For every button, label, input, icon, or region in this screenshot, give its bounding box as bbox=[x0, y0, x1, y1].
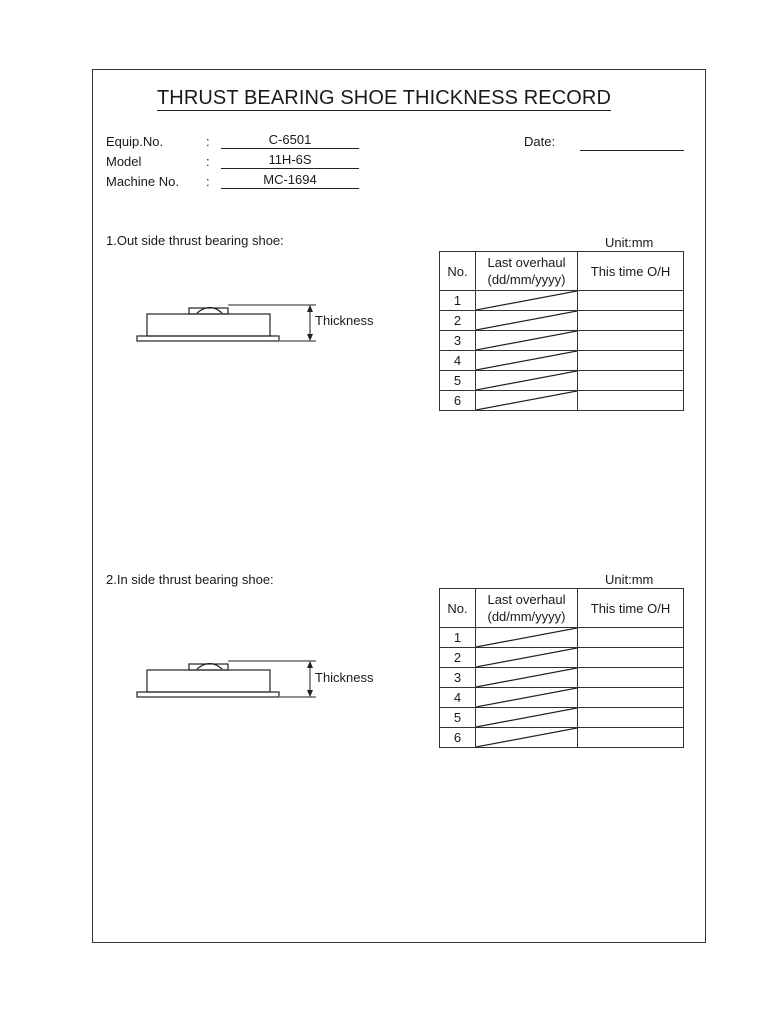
table-row bbox=[440, 391, 684, 411]
row-number: 1 bbox=[440, 291, 476, 311]
model-colon: : bbox=[206, 154, 210, 169]
last-overhaul-cell bbox=[476, 351, 578, 371]
section1-thickness-label: Thickness bbox=[315, 313, 374, 328]
section2-unit: Unit:mm bbox=[605, 572, 654, 587]
section1-title: 1.Out side thrust bearing shoe: bbox=[106, 233, 284, 248]
table-row bbox=[440, 668, 684, 688]
model-value[interactable]: 11H-6S bbox=[221, 152, 359, 169]
this-time-cell[interactable] bbox=[578, 291, 684, 311]
this-time-cell[interactable] bbox=[578, 371, 684, 391]
equip-no-colon: : bbox=[206, 134, 210, 149]
section1-table bbox=[439, 251, 684, 411]
record-frame bbox=[92, 69, 706, 943]
table-row bbox=[440, 311, 684, 331]
this-time-cell[interactable] bbox=[578, 708, 684, 728]
model-label: Model bbox=[106, 154, 142, 169]
table-row bbox=[440, 648, 684, 668]
last-overhaul-cell bbox=[476, 668, 578, 688]
last-overhaul-cell bbox=[476, 728, 578, 748]
row-number: 5 bbox=[440, 371, 476, 391]
equip-no-label: Equip.No. bbox=[106, 134, 164, 149]
last-overhaul-cell bbox=[476, 311, 578, 331]
row-number: 4 bbox=[440, 351, 476, 371]
row-number: 3 bbox=[440, 331, 476, 351]
this-time-cell[interactable] bbox=[578, 628, 684, 648]
table-row bbox=[440, 628, 684, 648]
col-this-time-header: This time O/H bbox=[578, 252, 684, 291]
last-overhaul-cell bbox=[476, 648, 578, 668]
this-time-cell[interactable] bbox=[578, 331, 684, 351]
this-time-cell[interactable] bbox=[578, 391, 684, 411]
table-header-row bbox=[440, 252, 684, 291]
last-overhaul-cell bbox=[476, 688, 578, 708]
section2-table bbox=[439, 588, 684, 748]
col-last-overhaul-header bbox=[476, 589, 578, 628]
table-row bbox=[440, 708, 684, 728]
row-number: 2 bbox=[440, 311, 476, 331]
last-overhaul-cell bbox=[476, 291, 578, 311]
col-no-header: No. bbox=[440, 252, 476, 291]
date-label: Date: bbox=[524, 134, 556, 149]
col-this-time-header: This time O/H bbox=[578, 589, 684, 628]
last-overhaul-cell bbox=[476, 331, 578, 351]
last-overhaul-cell bbox=[476, 628, 578, 648]
table-row bbox=[440, 351, 684, 371]
this-time-cell[interactable] bbox=[578, 311, 684, 331]
machine-no-value[interactable]: MC-1694 bbox=[221, 172, 359, 189]
table-row bbox=[440, 291, 684, 311]
row-number: 5 bbox=[440, 708, 476, 728]
row-number: 2 bbox=[440, 648, 476, 668]
last-overhaul-cell bbox=[476, 708, 578, 728]
col-last-overhaul-format: (dd/mm/yyyy) bbox=[487, 272, 566, 287]
page-title: THRUST BEARING SHOE THICKNESS RECORD bbox=[156, 87, 612, 109]
this-time-cell[interactable] bbox=[578, 648, 684, 668]
table-row bbox=[440, 331, 684, 351]
section2-title: 2.In side thrust bearing shoe: bbox=[106, 572, 274, 587]
col-last-overhaul-header bbox=[476, 252, 578, 291]
date-field[interactable] bbox=[580, 150, 684, 151]
table-row bbox=[440, 688, 684, 708]
row-number: 6 bbox=[440, 728, 476, 748]
this-time-cell[interactable] bbox=[578, 351, 684, 371]
row-number: 4 bbox=[440, 688, 476, 708]
table-header-row bbox=[440, 589, 684, 628]
last-overhaul-cell bbox=[476, 391, 578, 411]
this-time-cell[interactable] bbox=[578, 728, 684, 748]
table-row bbox=[440, 371, 684, 391]
equip-no-value[interactable]: C-6501 bbox=[221, 132, 359, 149]
row-number: 3 bbox=[440, 668, 476, 688]
col-no-header: No. bbox=[440, 589, 476, 628]
section1-unit: Unit:mm bbox=[605, 235, 654, 250]
col-last-overhaul-label: Last overhaul bbox=[487, 592, 566, 607]
table-row bbox=[440, 728, 684, 748]
col-last-overhaul-format: (dd/mm/yyyy) bbox=[487, 609, 566, 624]
machine-no-label: Machine No. bbox=[106, 174, 179, 189]
this-time-cell[interactable] bbox=[578, 688, 684, 708]
last-overhaul-cell bbox=[476, 371, 578, 391]
section2-thickness-label: Thickness bbox=[315, 670, 374, 685]
row-number: 6 bbox=[440, 391, 476, 411]
row-number: 1 bbox=[440, 628, 476, 648]
machine-no-colon: : bbox=[206, 174, 210, 189]
col-last-overhaul-label: Last overhaul bbox=[487, 255, 566, 270]
this-time-cell[interactable] bbox=[578, 668, 684, 688]
